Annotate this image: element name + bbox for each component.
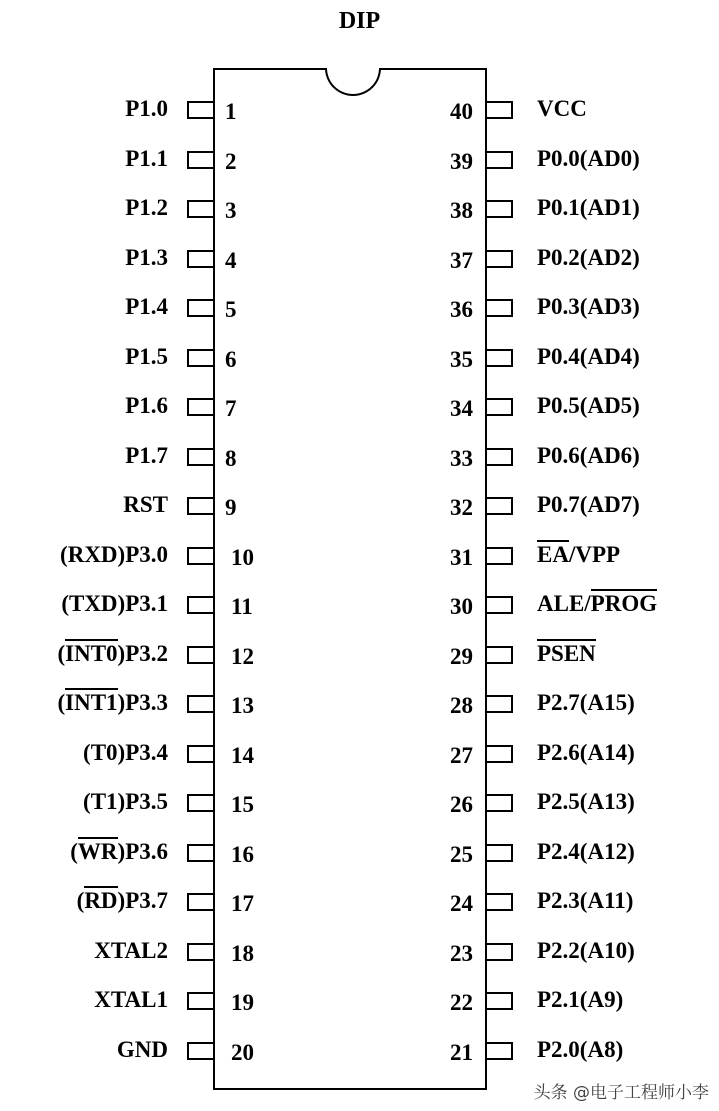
- pin-name: P2.2(A10): [537, 937, 635, 963]
- pin-name: P2.4(A12): [537, 838, 635, 864]
- pin-name: P2.0(A8): [537, 1036, 624, 1062]
- pin-number: 36: [450, 297, 473, 322]
- pin-lead: [187, 943, 213, 961]
- pin-lead: [487, 992, 513, 1010]
- pin-lead: [487, 1042, 513, 1060]
- active-low-overline: [65, 688, 117, 690]
- pin-name: P2.1(A9): [537, 987, 624, 1012]
- pin-name: P0.1(AD1): [537, 195, 640, 220]
- pin-name: VCC: [537, 96, 587, 121]
- pin-lead: [487, 151, 513, 169]
- pin-name: EA/VPP: [537, 541, 621, 567]
- pin-number: 40: [450, 99, 473, 124]
- pin-lead: [187, 992, 213, 1010]
- pin-number: 11: [231, 594, 253, 619]
- pin-name: (INT1)P3.3: [57, 690, 168, 715]
- pin-lead: [187, 745, 213, 763]
- pin-number: 14: [231, 742, 254, 768]
- active-low-overline: [591, 589, 657, 591]
- pin-name: ALE/PROG: [537, 591, 658, 616]
- pin-name: P1.2: [125, 195, 168, 220]
- pin-name: (RXD)P3.0: [60, 541, 168, 567]
- pin-name: P1.4: [125, 294, 168, 319]
- pin-lead: [487, 893, 513, 911]
- pin-number: 12: [231, 643, 254, 669]
- pin-lead: [487, 101, 513, 119]
- pin-number: 9: [225, 495, 237, 520]
- pin-number: 37: [450, 247, 473, 273]
- pin-number: 25: [450, 841, 473, 867]
- pin-number: 23: [450, 940, 473, 966]
- pin-number: 2: [225, 148, 237, 174]
- pin-name: (WR)P3.6: [70, 838, 168, 864]
- pin-lead: [187, 398, 213, 416]
- pin-lead: [187, 844, 213, 862]
- pin-lead: [187, 794, 213, 812]
- pin-name: P0.0(AD0): [537, 145, 640, 171]
- pin-number: 26: [450, 792, 473, 817]
- pin-number: 6: [225, 346, 237, 372]
- pin-lead: [187, 448, 213, 466]
- pin-number: 21: [450, 1039, 473, 1065]
- pin-number: 33: [450, 445, 473, 471]
- pin-number: 24: [450, 891, 473, 916]
- pin-name: PSEN: [537, 640, 596, 666]
- pin-lead: [487, 745, 513, 763]
- pin-lead: [187, 547, 213, 565]
- pin-name: P1.0: [125, 96, 168, 121]
- pin-name: P0.5(AD5): [537, 393, 640, 418]
- pin-lead: [487, 448, 513, 466]
- watermark-text: 头条 @电子工程师小李: [533, 1083, 709, 1103]
- pin-name: P0.7(AD7): [537, 492, 640, 517]
- pin-name: P0.6(AD6): [537, 442, 640, 468]
- pin-name: P1.3: [125, 244, 168, 270]
- pin-lead: [187, 250, 213, 268]
- pin-name: P2.6(A14): [537, 739, 635, 765]
- pin-number: 10: [231, 544, 254, 570]
- pin-number: 4: [225, 247, 237, 273]
- pin-name: P0.2(AD2): [537, 244, 640, 270]
- pin-name: XTAL1: [94, 987, 168, 1012]
- pin-number: 22: [450, 990, 473, 1015]
- pin-number: 35: [450, 346, 473, 372]
- pin-number: 28: [450, 693, 473, 718]
- active-low-overline: [78, 837, 118, 839]
- pin-lead: [187, 695, 213, 713]
- pin-lead: [187, 646, 213, 664]
- pin-lead: [187, 299, 213, 317]
- pin-lead: [487, 200, 513, 218]
- pin-number: 3: [225, 198, 237, 223]
- pin-name: P1.1: [125, 145, 168, 171]
- pin-name: P0.3(AD3): [537, 294, 640, 319]
- pin-number: 27: [450, 742, 473, 768]
- active-low-overline: [537, 639, 596, 641]
- pin-name: (INT0)P3.2: [57, 640, 168, 666]
- pin-number: 17: [231, 891, 254, 916]
- pin-number: 5: [225, 297, 237, 322]
- pin-number: 1: [225, 99, 237, 124]
- pin-name: XTAL2: [94, 937, 168, 963]
- pin-lead: [187, 1042, 213, 1060]
- pin-number: 18: [231, 940, 254, 966]
- pin-lead: [487, 646, 513, 664]
- pin-name: (T1)P3.5: [83, 789, 168, 814]
- pin-lead: [487, 794, 513, 812]
- pin-number: 20: [231, 1039, 254, 1065]
- pin-name: GND: [116, 1036, 168, 1062]
- pin-lead: [487, 299, 513, 317]
- pin-lead: [487, 497, 513, 515]
- pin-name: P2.5(A13): [537, 789, 635, 814]
- active-low-overline: [537, 540, 569, 542]
- pin-lead: [487, 349, 513, 367]
- pin-number: 34: [450, 396, 473, 421]
- pin-number: 13: [231, 693, 254, 718]
- active-low-overline: [84, 886, 117, 888]
- pin-number: 31: [450, 544, 473, 570]
- pin-number: 15: [231, 792, 254, 817]
- pin-number: 19: [231, 990, 254, 1015]
- pin-number: 16: [231, 841, 254, 867]
- pin-name: P2.3(A11): [537, 888, 634, 913]
- pin-number: 29: [450, 643, 473, 669]
- pin-name: P1.6: [125, 393, 168, 418]
- pin-lead: [487, 695, 513, 713]
- pin-name: RST: [123, 492, 168, 517]
- pin-lead: [487, 596, 513, 614]
- pin-lead: [187, 349, 213, 367]
- pin-lead: [187, 893, 213, 911]
- pin-lead: [187, 596, 213, 614]
- chip-body: [213, 68, 487, 1090]
- pin-lead: [187, 151, 213, 169]
- pin-name: P1.7: [125, 442, 168, 468]
- pin-lead: [187, 200, 213, 218]
- pin-lead: [487, 943, 513, 961]
- pin-lead: [187, 101, 213, 119]
- pin-number: 7: [225, 396, 237, 421]
- pin-name: (T0)P3.4: [83, 739, 168, 765]
- pin-lead: [187, 497, 213, 515]
- pin-number: 38: [450, 198, 473, 223]
- pin-name: P1.5: [125, 343, 168, 369]
- pin-number: 30: [450, 594, 473, 619]
- pin-name: P2.7(A15): [537, 690, 635, 715]
- pin-number: 32: [450, 495, 473, 520]
- pin-lead: [487, 547, 513, 565]
- pin-name: (RD)P3.7: [76, 888, 168, 913]
- pin-number: 8: [225, 445, 237, 471]
- active-low-overline: [65, 639, 117, 641]
- pin-lead: [487, 250, 513, 268]
- pin-name: (TXD)P3.1: [61, 591, 168, 616]
- diagram-title: DIP: [338, 8, 381, 34]
- pin-name: P0.4(AD4): [537, 343, 640, 369]
- pin-lead: [487, 844, 513, 862]
- pin-number: 39: [450, 148, 473, 174]
- pin-lead: [487, 398, 513, 416]
